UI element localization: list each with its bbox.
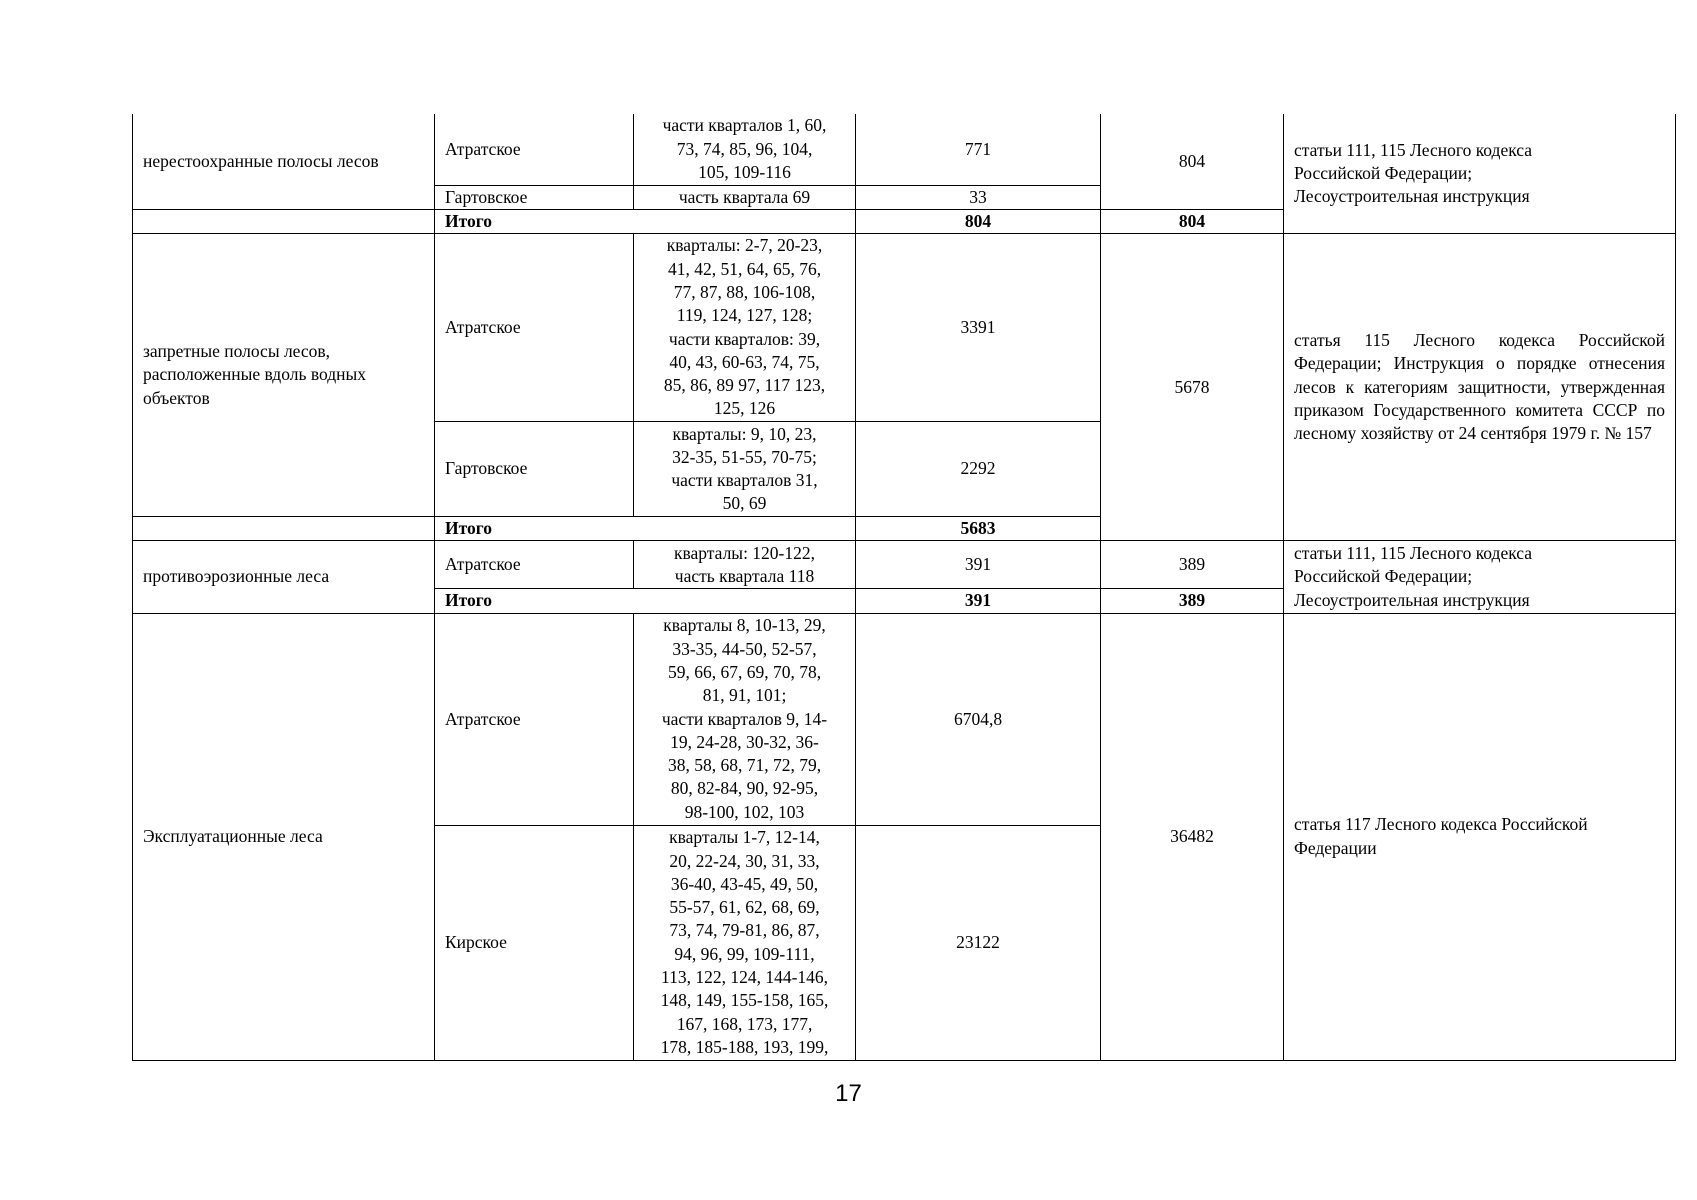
area-cell: 33 — [856, 185, 1101, 209]
quarters-cell: кварталы: 9, 10, 23, 32-35, 51-55, 70-75; части кварталов 31, 50, 69 — [634, 422, 856, 517]
quarters-cell: кварталы 1-7, 12-14, 20, 22-24, 30, 31, 33, 36-40, 43-45, 49, 50, 55-57, 61, 62, 68, 69, 73, 74, 79-81, 86, 87, 94, 96, 99, 109-111, 113, 122, 124, 144-146, 148, 149, 155-158, 165, 167, 168, 173, 177, 178, 185-188, 193, 199, — [634, 825, 856, 1060]
quarters-cell: часть квартала 69 — [634, 185, 856, 209]
legal-basis-cell: статья 117 Лесного кодекса Российской Федерации — [1284, 613, 1676, 1060]
legal-basis-cell: статьи 111, 115 Лесного кодекса Российской Федерации; Лесоустроительная инструкция — [1284, 541, 1676, 613]
area-cell: 23122 — [856, 825, 1101, 1060]
area-total-cell: 36482 — [1101, 613, 1284, 1060]
forestry-cell: Кирское — [435, 825, 634, 1060]
area-cell: 3391 — [856, 234, 1101, 422]
category-cell: Эксплуатационные леса — [133, 613, 435, 1060]
category-cell: нерестоохранные полосы лесов — [133, 114, 435, 209]
forestry-cell: Атратское — [435, 234, 634, 422]
total-area: 804 — [856, 209, 1101, 233]
legal-basis-cell: статья 115 Лесного кодекса Российской Федерации; Инструкция о порядке отнесения лесов к категориям защитности, утвержденная приказом Государственного комитета СССР по лесному хозяйству от 24 сентября 1979 г. № 157 — [1284, 234, 1676, 541]
quarters-cell: кварталы: 120-122, часть квартала 118 — [634, 541, 856, 589]
forestry-cell: Атратское — [435, 114, 634, 185]
forestry-cell: Гартовское — [435, 185, 634, 209]
area-total-cell: 5678 — [1101, 234, 1284, 541]
forestry-cell: Атратское — [435, 613, 634, 825]
area-cell: 6704,8 — [856, 613, 1101, 825]
total-label: Итого — [435, 209, 856, 233]
total-area-2: 804 — [1101, 209, 1284, 233]
table-row — [133, 114, 1676, 185]
area-cell: 391 — [856, 541, 1101, 589]
table-row — [133, 234, 1676, 422]
empty-cell — [133, 517, 435, 541]
category-cell: противоэрозионные леса — [133, 541, 435, 613]
area-cell: 771 — [856, 114, 1101, 185]
quarters-cell: кварталы 8, 10-13, 29, 33-35, 44-50, 52-57, 59, 66, 67, 69, 70, 78, 81, 91, 101; части кварталов 9, 14- 19, 24-28, 30-32, 36- 38, 58, 68, 71, 72, 79, 80, 82-84, 90, 92-95, 98-100, 102, 103 — [634, 613, 856, 825]
area-cell: 2292 — [856, 422, 1101, 517]
legal-basis-cell: статьи 111, 115 Лесного кодекса Российской Федерации; Лесоустроительная инструкция — [1284, 114, 1676, 234]
total-label: Итого — [435, 589, 856, 613]
total-area: 5683 — [856, 517, 1101, 541]
quarters-cell: части кварталов 1, 60, 73, 74, 85, 96, 104, 105, 109-116 — [634, 114, 856, 185]
forest-zoning-table — [132, 114, 1676, 1061]
total-area-2: 389 — [1101, 589, 1284, 613]
area-total-cell: 804 — [1101, 114, 1284, 209]
table-row — [133, 541, 1676, 589]
forestry-cell: Гартовское — [435, 422, 634, 517]
total-area: 391 — [856, 589, 1101, 613]
area-total-cell: 389 — [1101, 541, 1284, 589]
table-row — [133, 613, 1676, 825]
quarters-cell: кварталы: 2-7, 20-23, 41, 42, 51, 64, 65, 76, 77, 87, 88, 106-108, 119, 124, 127, 128; части кварталов: 39, 40, 43, 60-63, 74, 75, 85, 86, 89 97, 117 123, 125, 126 — [634, 234, 856, 422]
empty-cell — [133, 209, 435, 233]
page-number: 17 — [835, 1080, 862, 1107]
category-cell: запретные полосы лесов, расположенные вдоль водных объектов — [133, 234, 435, 517]
forestry-cell: Атратское — [435, 541, 634, 589]
total-label: Итого — [435, 517, 856, 541]
